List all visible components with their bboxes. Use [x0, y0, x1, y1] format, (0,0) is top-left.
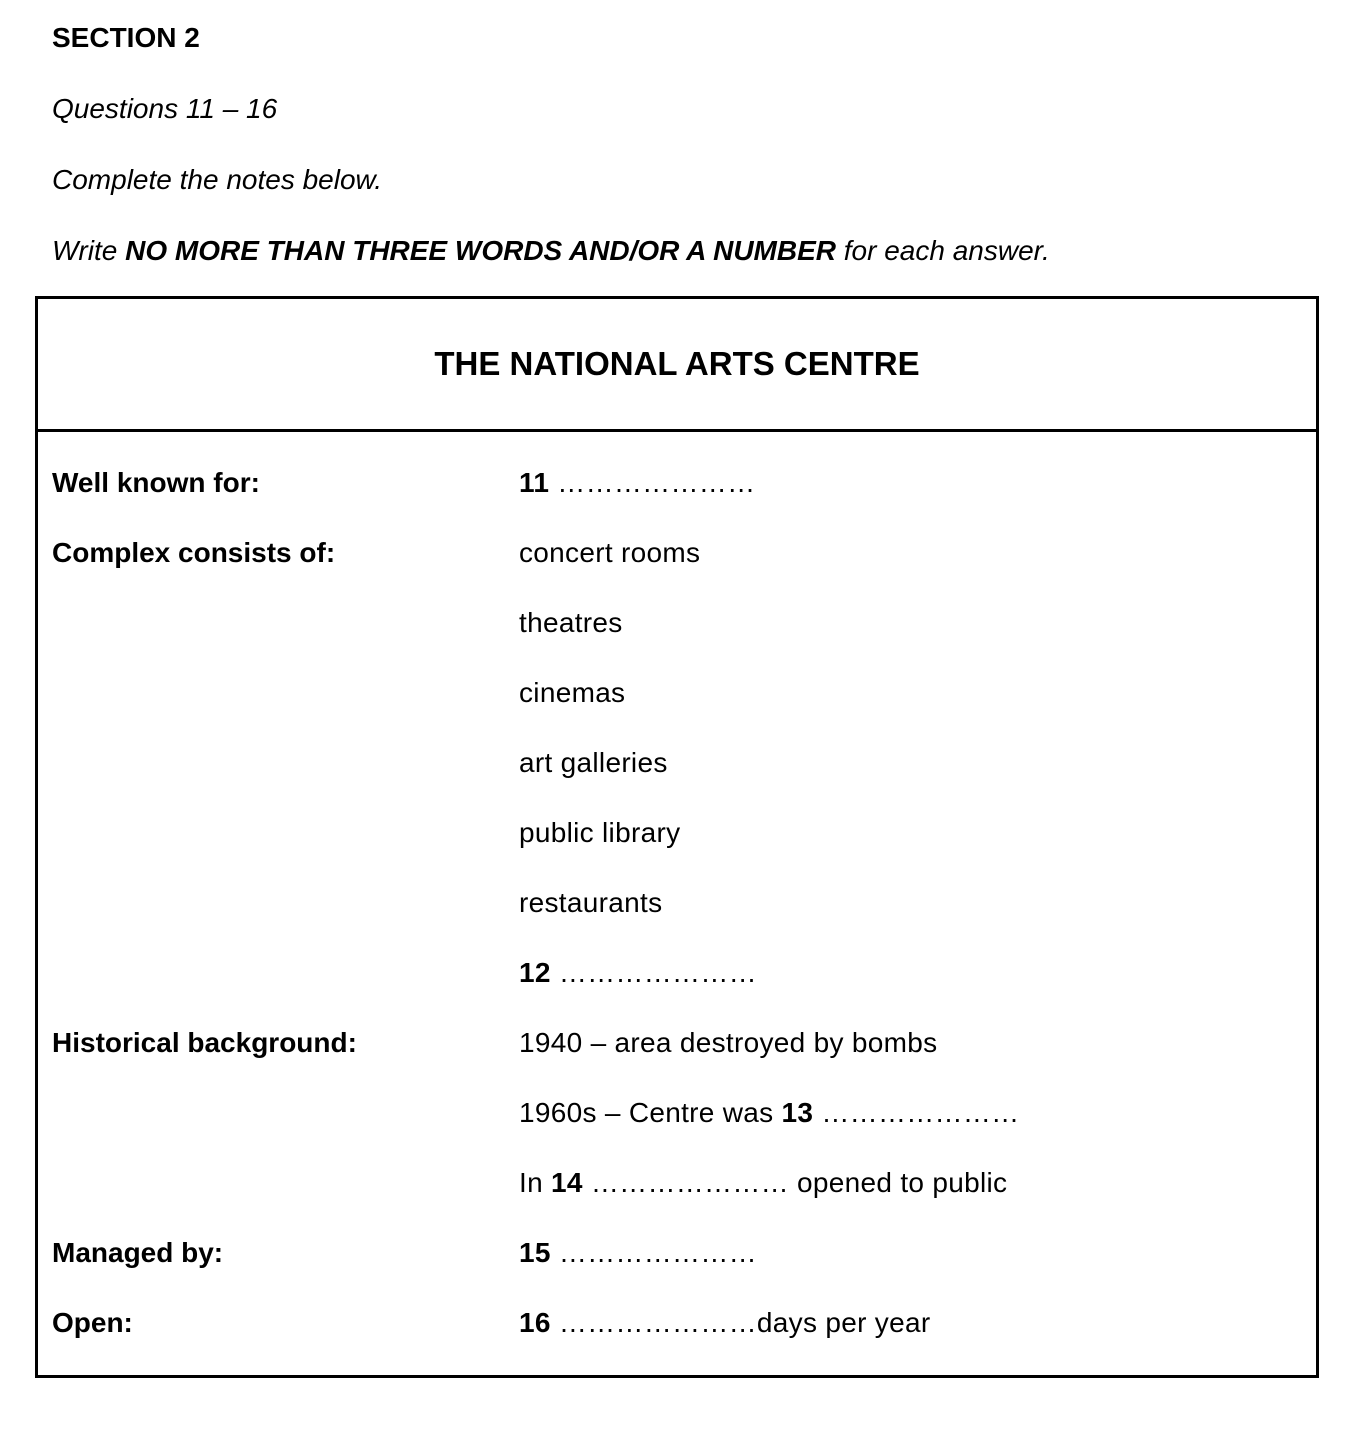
notes-box-title: THE NATIONAL ARTS CENTRE: [38, 299, 1316, 432]
note-label: Historical background:: [52, 1027, 357, 1058]
note-row: [52, 746, 1296, 816]
note-row: [52, 606, 1296, 676]
note-label: Open:: [52, 1307, 133, 1338]
note-value: [519, 746, 668, 779]
note-row: [52, 886, 1296, 956]
note-text: 1940 – area destroyed by bombs: [519, 1027, 938, 1058]
question-number: 11: [519, 467, 550, 498]
note-value: [519, 536, 700, 569]
answer-blank: …………………: [550, 1237, 757, 1268]
note-value: [519, 1026, 937, 1059]
note-row: [52, 536, 1296, 606]
note-text: 1960s – Centre was: [519, 1097, 782, 1128]
note-text: In: [519, 1167, 552, 1198]
note-row: [52, 816, 1296, 886]
notes-rows: [38, 432, 1316, 1376]
note-row: [52, 1096, 1296, 1166]
note-row: [52, 1306, 1296, 1376]
note-label: Managed by:: [52, 1237, 224, 1268]
question-number: 13: [781, 1097, 814, 1128]
note-value: [519, 956, 757, 989]
note-value: [519, 1236, 757, 1269]
question-number: 16: [519, 1307, 551, 1338]
note-label: Complex consists of:: [52, 537, 336, 568]
notes-box: [35, 296, 1319, 1378]
section-title: SECTION 2: [52, 22, 200, 53]
question-number: 15: [519, 1237, 551, 1268]
note-value: [519, 816, 680, 849]
note-row: [52, 1236, 1296, 1306]
note-value: [519, 1306, 930, 1339]
instruction-word-limit: [52, 235, 1350, 267]
note-text: art galleries: [519, 747, 668, 778]
instruction-complete-notes: Complete the notes below.: [52, 164, 382, 195]
answer-blank: …………………: [549, 467, 756, 498]
answer-blank: …………………: [550, 957, 757, 988]
answer-blank: …………………days per year: [550, 1307, 931, 1338]
question-number: 14: [551, 1167, 583, 1198]
note-value: [519, 466, 755, 499]
note-text: concert rooms: [519, 537, 701, 568]
note-row: [52, 1166, 1296, 1236]
note-row: [52, 676, 1296, 746]
note-text: theatres: [519, 607, 623, 638]
questions-range: Questions 11 – 16: [52, 93, 278, 124]
note-text: restaurants: [519, 887, 663, 918]
note-label: Well known for:: [52, 467, 260, 498]
instruction-word-limit-suffix: for each answer.: [835, 235, 1050, 266]
note-value: [519, 606, 623, 639]
note-value: [519, 676, 625, 709]
note-text: cinemas: [519, 677, 626, 708]
question-number: 12: [519, 957, 551, 988]
instruction-word-limit-prefix: Write: [52, 235, 126, 266]
note-value: [519, 1166, 1007, 1199]
instruction-word-limit-bold: NO MORE THAN THREE WORDS AND/OR A NUMBER: [125, 235, 836, 266]
note-row: [52, 1026, 1296, 1096]
note-row: [52, 466, 1296, 536]
note-row: [52, 956, 1296, 1026]
note-text: public library: [519, 817, 681, 848]
page-header: [0, 0, 1350, 267]
note-value: [519, 886, 662, 919]
answer-blank: ………………… opened to public: [582, 1167, 1008, 1198]
answer-blank: …………………: [813, 1097, 1020, 1128]
note-value: [519, 1096, 1019, 1129]
